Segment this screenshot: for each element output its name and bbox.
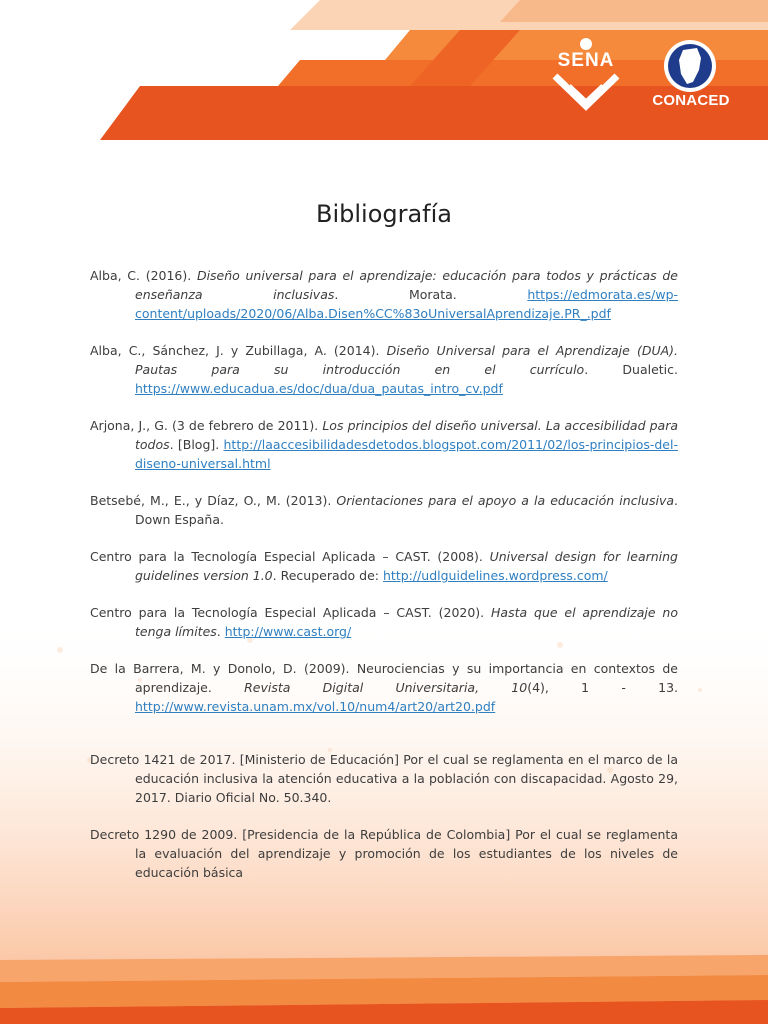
colombia-map-icon (653, 38, 727, 94)
reference-entry (90, 547, 678, 585)
logos (545, 36, 745, 126)
reference-link[interactable]: http://laaccesibilidadesdetodos.blogspot.com/2011/02/los-principios-del-diseno-universal.html (135, 437, 678, 471)
reference-entry (90, 659, 678, 716)
reference-text: Decreto 1421 de 2017. [Ministerio de Educación] Por el cual se reglamenta en el marco de la educación inclusiva la atención educativa a la población con discapacidad. Agosto 29, 2017. Diario Oficial No. 50.340. (90, 752, 678, 805)
sena-logo (545, 36, 627, 116)
bibliography-list (90, 266, 678, 900)
reference-entry (90, 341, 678, 398)
reference-title: Orientaciones para el apoyo a la educación inclusiva (336, 493, 675, 508)
sena-logo-text: SENA (557, 50, 615, 71)
conaced-logo-text: CONACED (652, 92, 730, 109)
reference-link[interactable]: http://udlguidelines.wordpress.com/ (383, 568, 608, 583)
sena-figure-icon (545, 36, 627, 116)
reference-link[interactable]: http://www.cast.org/ (224, 624, 352, 639)
reference-entry (90, 266, 678, 323)
reference-link[interactable]: https://edmorata.es/wp-content/uploads/2020/06/Alba.Disen%CC%83oUniversalAprendizaje.PR_.pdf (135, 287, 679, 321)
reference-entry (90, 603, 678, 641)
reference-entry (90, 416, 678, 473)
reference-text: Betsebé, M., E., y Díaz, O., M. (2013). (90, 493, 337, 508)
reference-text: . Dualetic. (584, 362, 678, 377)
reference-title: Diseño universal para el aprendizaje: educación para todos y prácticas de enseñanza inclusivas (135, 268, 678, 302)
reference-text: Centro para la Tecnología Especial Aplicada – CAST. (2020). (90, 605, 492, 620)
reference-text: . [Blog]. (169, 437, 224, 452)
reference-text: Centro para la Tecnología Especial Aplicada – CAST. (2008). (90, 549, 490, 564)
reference-text: Arjona, J., G. (3 de febrero de 2011). (90, 418, 323, 433)
reference-text: . Recuperado de: (272, 568, 383, 583)
reference-text: De la Barrera, M. y Donolo, D. (2009). Neurociencias y su importancia en contextos de aprendizaje. (90, 661, 678, 695)
reference-title: Revista Digital Universitaria, 10 (244, 680, 528, 695)
reference-text: Alba, C., Sánchez, J. y Zubillaga, A. (2014). (90, 343, 387, 358)
reference-text: . (216, 624, 225, 639)
conaced-logo (652, 38, 730, 118)
reference-link[interactable]: https://www.educadua.es/doc/dua/dua_pautas_intro_cv.pdf (135, 381, 503, 396)
header-light-stripe (500, 0, 768, 22)
reference-text: . Morata. (334, 287, 528, 302)
reference-text: . Down España. (135, 493, 678, 527)
reference-text: Alba, C. (2016). (90, 268, 197, 283)
reference-text: (4), 1 - 13. (527, 680, 679, 695)
reference-entry (90, 491, 678, 529)
reference-title: Hasta que el aprendizaje no tenga límites (135, 605, 678, 639)
reference-entry (90, 825, 678, 882)
reference-title: Universal design for learning guidelines version 1.0 (135, 549, 678, 583)
reference-title: Diseño Universal para el Aprendizaje (DUA). Pautas para su introducción en el currículo (135, 343, 679, 377)
reference-title: Los principios del diseño universal. La accesibilidad para todos (135, 418, 679, 452)
page-title: Bibliografía (315, 200, 453, 228)
reference-entry (90, 750, 678, 807)
reference-text: Decreto 1290 de 2009. [Presidencia de la República de Colombia] Por el cual se reglamenta la evaluación del aprendizaje y promoción de los estudiantes de los niveles de educación básica (90, 827, 678, 880)
reference-link[interactable]: http://www.revista.unam.mx/vol.10/num4/art20/art20.pdf (135, 699, 496, 714)
